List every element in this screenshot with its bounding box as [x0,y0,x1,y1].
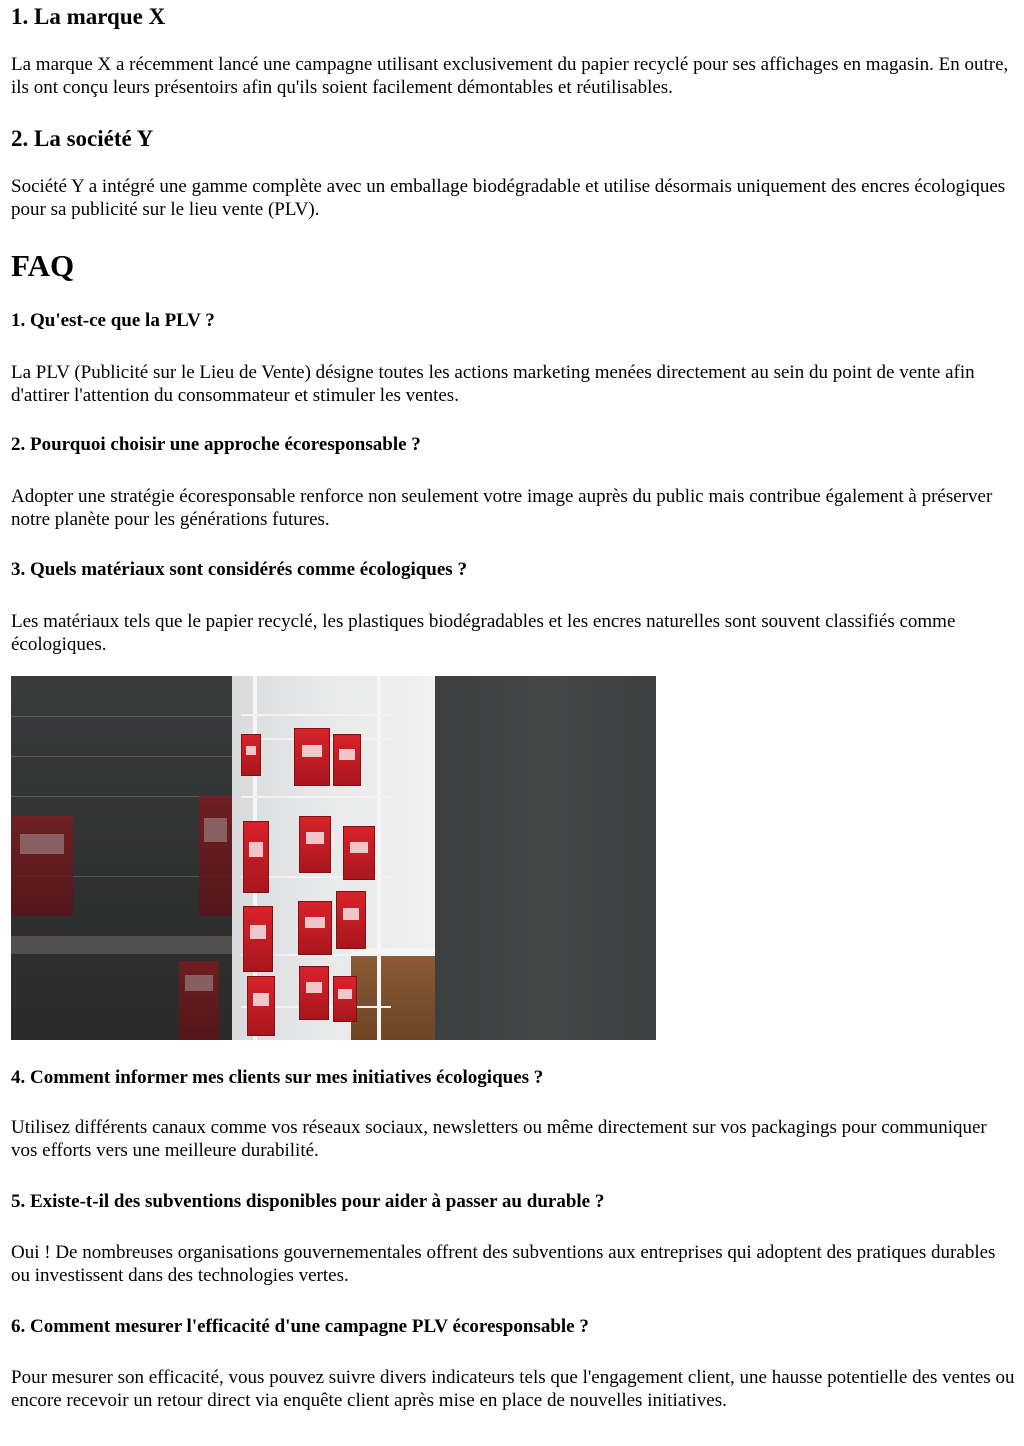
faq-question-1: 1. Qu'est-ce que la PLV ? [11,310,215,331]
case-text-brand-x: La marque X a récemment lancé une campagne utilisant exclusivement du papier recyclé pour ses affichages en magasin. En outre, ils ont conçu leurs présentoirs afin qu'ils soient facilement démontables et réutilisables. [11,54,1009,98]
faq-answer-5: Oui ! De nombreuses organisations gouvernementales offrent des subventions aux entreprises qui adoptent des pratiques durables ou investissent dans des technologies vertes. [11,1242,996,1286]
photo-floor [351,956,435,1040]
faq-answer-1: La PLV (Publicité sur le Lieu de Vente) désigne toutes les actions marketing menées directement au sein du point de vente afin d'attirer l'attention du consommateur et stimuler les ventes. [11,362,975,406]
photo-shelf [11,936,232,954]
faq-heading: FAQ [11,248,75,283]
faq-question-3: 3. Quels matériaux sont considérés comme écologiques ? [11,559,467,580]
case-title-company-y: 2. La société Y [11,126,154,151]
faq-answer-4: Utilisez différents canaux comme vos réseaux sociaux, newsletters ou même directement sur vos packagings pour communiquer vos efforts vers une meilleure durabilité. [11,1117,987,1161]
faq-answer-3: Les matériaux tels que le papier recyclé, les plastiques biodégradables et les encres naturelles sont souvent classifiés comme écologiques. [11,611,956,655]
faq-question-4: 4. Comment informer mes clients sur mes initiatives écologiques ? [11,1067,544,1088]
faq-answer-6: Pour mesurer son efficacité, vous pouvez suivre divers indicateurs tels que l'engagement client, une hausse potentielle des ventes ou encore recevoir un retour direct via enquête client après mise en place de nouvelles initiatives. [11,1367,1015,1411]
display-rack-photo [11,676,656,1040]
faq-question-2: 2. Pourquoi choisir une approche écoresponsable ? [11,434,421,455]
photo-right-panel [435,676,656,1040]
case-text-company-y: Société Y a intégré une gamme complète avec un emballage biodégradable et utilise désormais uniquement des encres écologiques pour sa publicité sur le lieu vente (PLV). [11,176,1006,220]
faq-question-5: 5. Existe-t-il des subventions disponibles pour aider à passer au durable ? [11,1191,605,1212]
faq-question-6: 6. Comment mesurer l'efficacité d'une campagne PLV écoresponsable ? [11,1316,589,1337]
faq-answer-2: Adopter une stratégie écoresponsable renforce non seulement votre image auprès du public mais contribue également à préserver notre planète pour les générations futures. [11,486,993,530]
case-title-brand-x: 1. La marque X [11,4,166,29]
